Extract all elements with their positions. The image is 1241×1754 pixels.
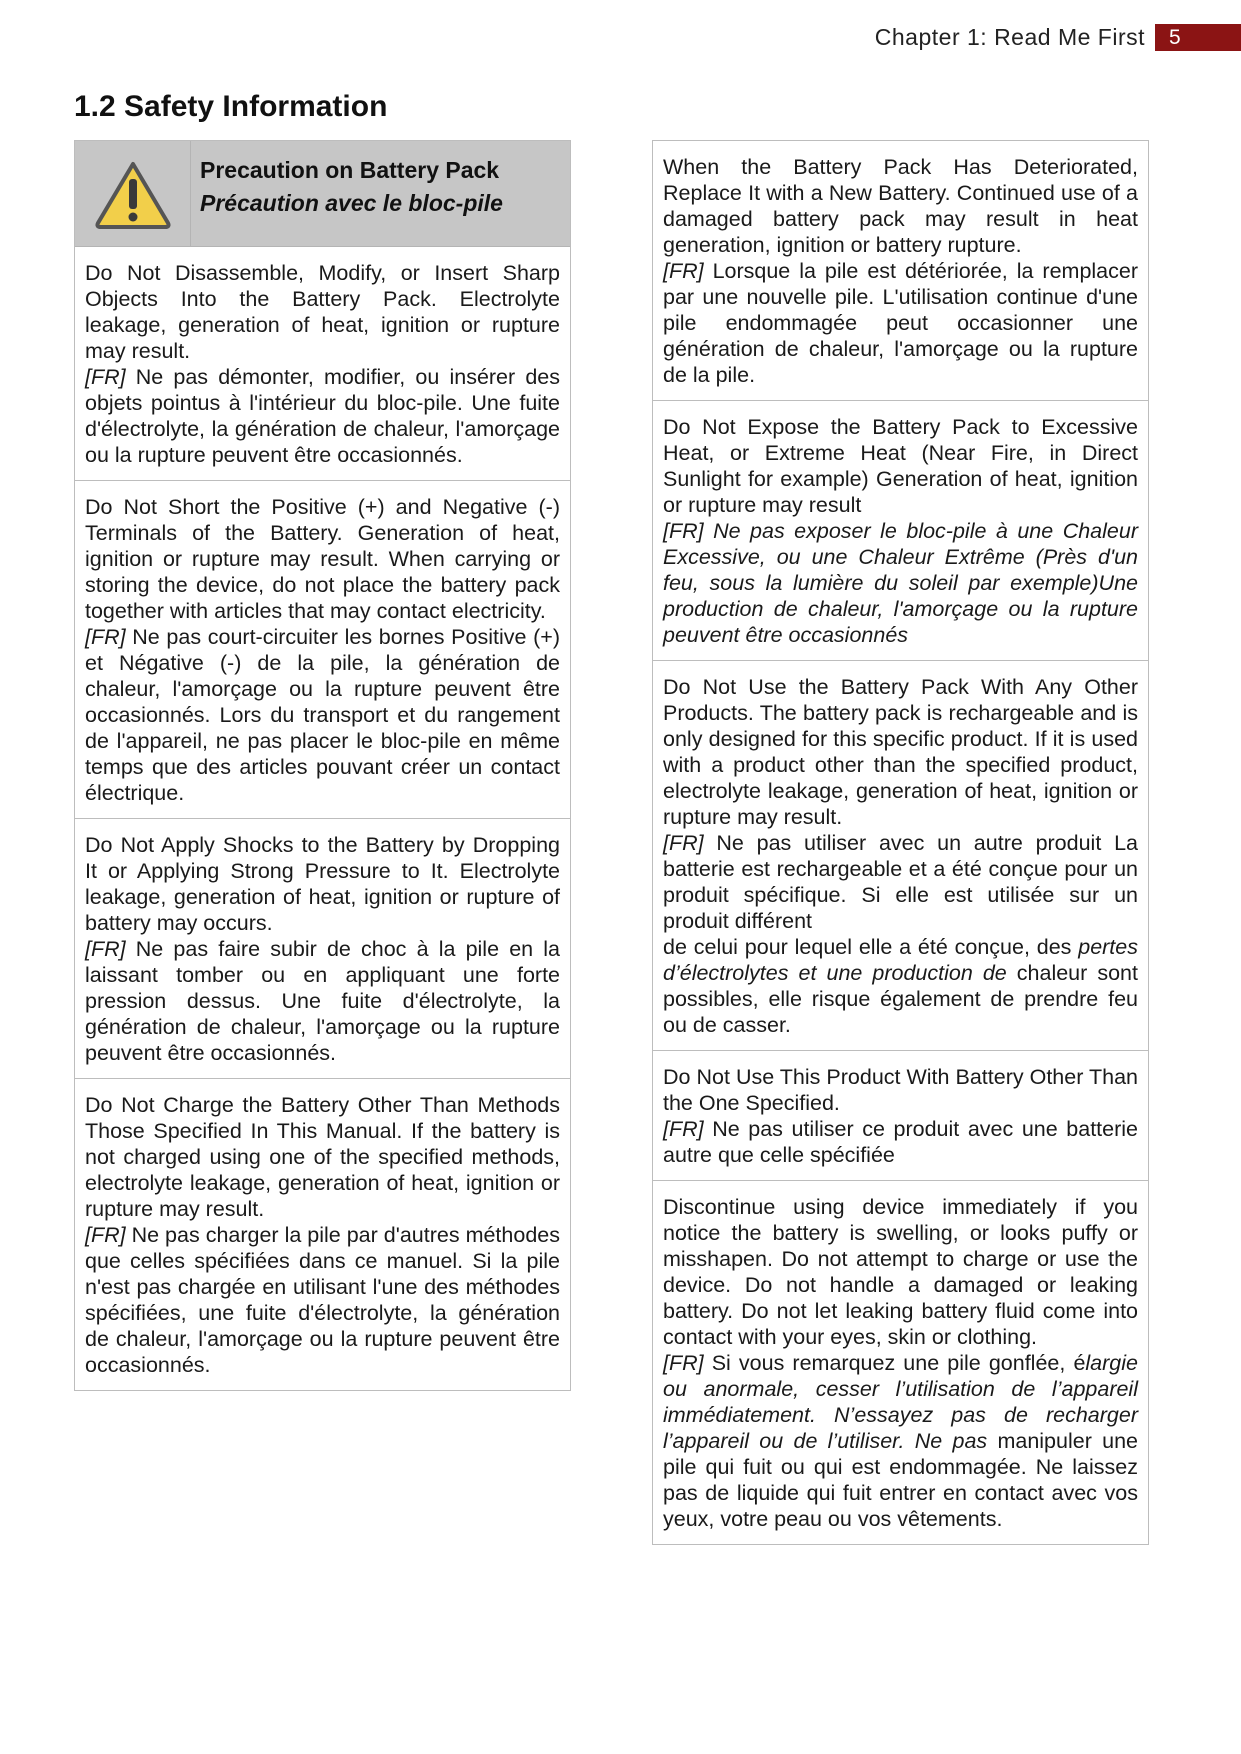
item-text-en: Do Not Use This Product With Battery Other Than the One Specified. [663,1065,1138,1115]
caution-title-en: Precaution on Battery Pack [200,157,500,183]
fr-tag: [FR] [663,1117,704,1141]
item-text-en: When the Battery Pack Has Deteriorated, Replace It with a New Battery. Continued use of a damaged battery pack may result in heat generation, ignition or battery rupture. [663,155,1138,257]
item-text-fr: [FR] Lorsque la pile est détériorée, la remplacer par une nouvelle pile. L'utilisation continue d'une pile endommagée peut occasionner une génération de chaleur, l'amorçage ou la rupture de la pile. [663,259,1138,387]
fr-tag: [FR] [85,365,126,389]
item-text-en: Do Not Use the Battery Pack With Any Other Products. The battery pack is rechargeable and is only designed for this specific product. If it is used with a product other than the specified product, electrolyte leakage, generation of heat, ignition or rupture may result. [663,675,1138,829]
warning-triangle-icon [93,159,173,229]
caution-title-fr: Précaution avec le bloc-pile [200,190,503,216]
item-text-en: Do Not Apply Shocks to the Battery by Dropping It or Applying Strong Pressure to It. Electrolyte leakage, generation of heat, ignition or rupture of battery may occurs. [85,833,560,935]
safety-item [653,661,1148,1051]
safety-item [653,401,1148,661]
item-text-fr: [FR] Ne pas utiliser ce produit avec une batterie autre que celle spécifiée [663,1117,1138,1167]
item-text-fr: [FR] Ne pas exposer le bloc-pile à une Chaleur Excessive, ou une Chaleur Extrême (Près d'un feu, sous la lumière du soleil par exemple)Une production de chaleur, l'amorçage ou la rupture peuvent être occasionnés [663,519,1138,647]
safety-item [653,1051,1148,1181]
item-text-fr: [FR] Ne pas démonter, modifier, ou insérer des objets pointus à l'intérieur du bloc-pile. Une fuite d'électrolyte, la génération de chaleur, l'amorçage ou la rupture peuvent être occasionnés. [85,365,560,467]
chapter-header: Chapter 1: Read Me First [874,24,1145,50]
item-text-fr: [FR] Ne pas utiliser avec un autre produit La batterie est rechargeable et a été conçue pour un produit spécifique. Si elle est utilisée sur un produit différent [663,831,1138,933]
item-text-fr: [FR] Si vous remarquez une pile gonflée, élargie ou anormale, cesser l’utilisation de l’appareil immédiatement. N’essayez pas de recharger l’appareil ou de l’utiliser. Ne pas manipuler une pile qui fuit ou qui est endommagée. Ne laissez pas de liquide qui fuit entrer en contact avec vos yeux, votre peau ou vos vêtements. [663,1351,1138,1531]
fr-tag: [FR] [85,937,126,961]
safety-item [653,1181,1148,1544]
page-number: 5 [1155,24,1241,51]
item-text-fr: [FR] Ne pas court-circuiter les bornes Positive (+) et Négative (-) de la pile, la génération de chaleur, l'amorçage ou la rupture peuvent être occasionnés. Lors du transport et du rangement de l'appareil, ne pas placer le bloc-pile en même temps que des articles pouvant créer un contact électrique. [85,625,560,805]
section-title: 1.2 Safety Information [74,90,388,123]
item-text-en: Do Not Short the Positive (+) and Negative (-) Terminals of the Battery. Generation of heat, ignition or rupture may result. When carrying or storing the device, do not place the battery pack together with articles that may contact electricity. [85,495,560,623]
item-text-en: Discontinue using device immediately if you notice the battery is swelling, or looks puffy or misshapen. Do not attempt to charge or use the device. Do not handle a damaged or leaking battery. Do not let leaking battery fluid come into contact with your eyes, skin or clothing. [663,1195,1138,1349]
safety-item [75,1079,570,1390]
item-text-en: Do Not Expose the Battery Pack to Excessive Heat, or Extreme Heat (Near Fire, in Direct Sunlight for example) Generation of heat, ignition or rupture may result [663,415,1138,517]
caution-header [75,141,570,247]
fr-tag: [FR] [663,831,704,855]
fr-tag: [FR] [85,1223,126,1247]
safety-item [75,819,570,1079]
item-text-fr: [FR] Ne pas charger la pile par d'autres méthodes que celles spécifiées dans ce manuel. Si la pile n'est pas chargée en utilisant l'une des méthodes spécifiées, une fuite d'électrolyte, la génération de chaleur, l'amorçage ou la rupture peuvent être occasionnés. [85,1223,560,1377]
left-safety-table [74,140,571,1391]
item-text-en: Do Not Charge the Battery Other Than Methods Those Specified In This Manual. If the battery is not charged using one of the specified methods, electrolyte leakage, generation of heat, ignition or rupture may result. [85,1093,560,1221]
safety-item [75,247,570,481]
fr-tag: [FR] [663,259,704,283]
safety-item [653,141,1148,401]
fr-tag: [FR] [663,1351,704,1375]
item-text-fr: [FR] Ne pas faire subir de choc à la pile en la laissant tomber ou en appliquant une forte pression dessus. Une fuite d'électrolyte, la génération de chaleur, l'amorçage ou la rupture peuvent être occasionnés. [85,937,560,1065]
right-safety-table [652,140,1149,1545]
safety-item [75,481,570,819]
item-text-en: Do Not Disassemble, Modify, or Insert Sharp Objects Into the Battery Pack. Electrolyte leakage, generation of heat, ignition or rupture may result. [85,261,560,363]
fr-tag: [FR] [85,625,126,649]
item-text-fr-continued: de celui pour lequel elle a été conçue, des pertes d’électrolytes et une production de chaleur sont possibles, elle risque également de prendre feu ou de casser. [663,935,1138,1037]
